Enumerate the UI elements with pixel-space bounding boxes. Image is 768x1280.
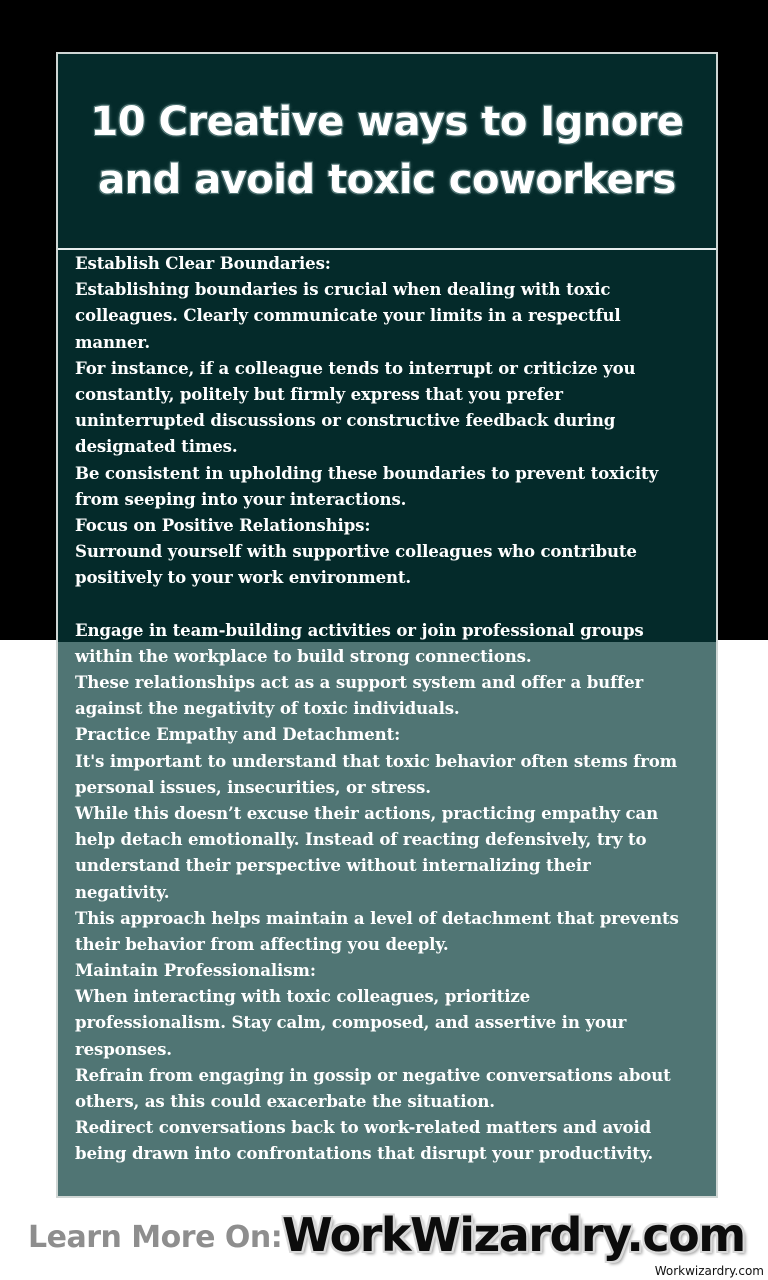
text-line: positively to your work environment. — [75, 567, 412, 588]
text-line: colleagues. Clearly communicate your limits in a respectful — [75, 305, 621, 326]
text-line: When interacting with toxic colleagues, prioritize — [75, 986, 531, 1007]
text-line — [75, 590, 715, 616]
text-line: It's important to understand that toxic behavior often stems from — [75, 750, 678, 771]
text-line: Focus on Positive Relationships: — [75, 514, 371, 535]
brand-logo-text: WorkWizardry.com — [282, 1208, 745, 1262]
page-title — [90, 93, 683, 209]
text-line: Redirect conversations back to work-related matters and avoid — [75, 1117, 652, 1138]
text-line: being drawn into confrontations that disrupt your productivity. — [75, 1143, 654, 1164]
text-line: understand their perspective without internalizing their — [75, 855, 591, 876]
text-line: manner. — [75, 331, 150, 352]
text-line: Surround yourself with supportive colleagues who contribute — [75, 541, 637, 562]
text-line: professionalism. Stay calm, composed, and assertive in your — [75, 1012, 627, 1033]
text-line: Refrain from engaging in gossip or negative conversations about — [75, 1064, 671, 1085]
learn-more-label: Learn More On: — [28, 1220, 283, 1255]
text-line: personal issues, insecurities, or stress. — [75, 776, 431, 797]
text-line: While this doesn’t excuse their actions, practicing empathy can — [75, 802, 659, 823]
article-body — [75, 250, 715, 1167]
text-line: For instance, if a colleague tends to interrupt or criticize you — [75, 357, 636, 378]
text-line: Be consistent in upholding these boundaries to prevent toxicity — [75, 462, 659, 483]
text-line: Practice Empathy and Detachment: — [75, 724, 401, 745]
text-line: responses. — [75, 1038, 172, 1059]
text-line: This approach helps maintain a level of detachment that prevents — [75, 907, 679, 928]
text-line: their behavior from affecting you deeply. — [75, 933, 449, 954]
title-line-2: and avoid toxic coworkers — [98, 157, 676, 203]
text-line: uninterrupted discussions or constructive feedback during — [75, 410, 616, 431]
text-line: negativity. — [75, 881, 170, 902]
watermark: Workwizardry.com — [654, 1264, 764, 1278]
text-line: These relationships act as a support system and offer a buffer — [75, 672, 644, 692]
text-line: from seeping into your interactions. — [75, 488, 407, 509]
text-line: constantly, politely but firmly express that you prefer — [75, 383, 563, 404]
title-box — [58, 54, 716, 250]
text-line: against the negativity of toxic individuals. — [75, 698, 460, 719]
text-line: within the workplace to build strong connections. — [75, 645, 532, 666]
text-line: help detach emotionally. Instead of reacting defensively, try to — [75, 829, 647, 850]
infographic-card — [56, 52, 718, 1198]
text-line: others, as this could exacerbate the situation. — [75, 1091, 495, 1111]
title-line-1: 10 Creative ways to Ignore — [90, 99, 684, 145]
text-line: Establish Clear Boundaries: — [75, 253, 331, 273]
text-line: Engage in team-building activities or join professional groups — [75, 619, 644, 640]
text-line: designated times. — [75, 436, 238, 457]
text-line: Establishing boundaries is crucial when dealing with toxic — [75, 279, 611, 300]
footer — [0, 1204, 768, 1280]
text-line: Maintain Professionalism: — [75, 960, 316, 981]
